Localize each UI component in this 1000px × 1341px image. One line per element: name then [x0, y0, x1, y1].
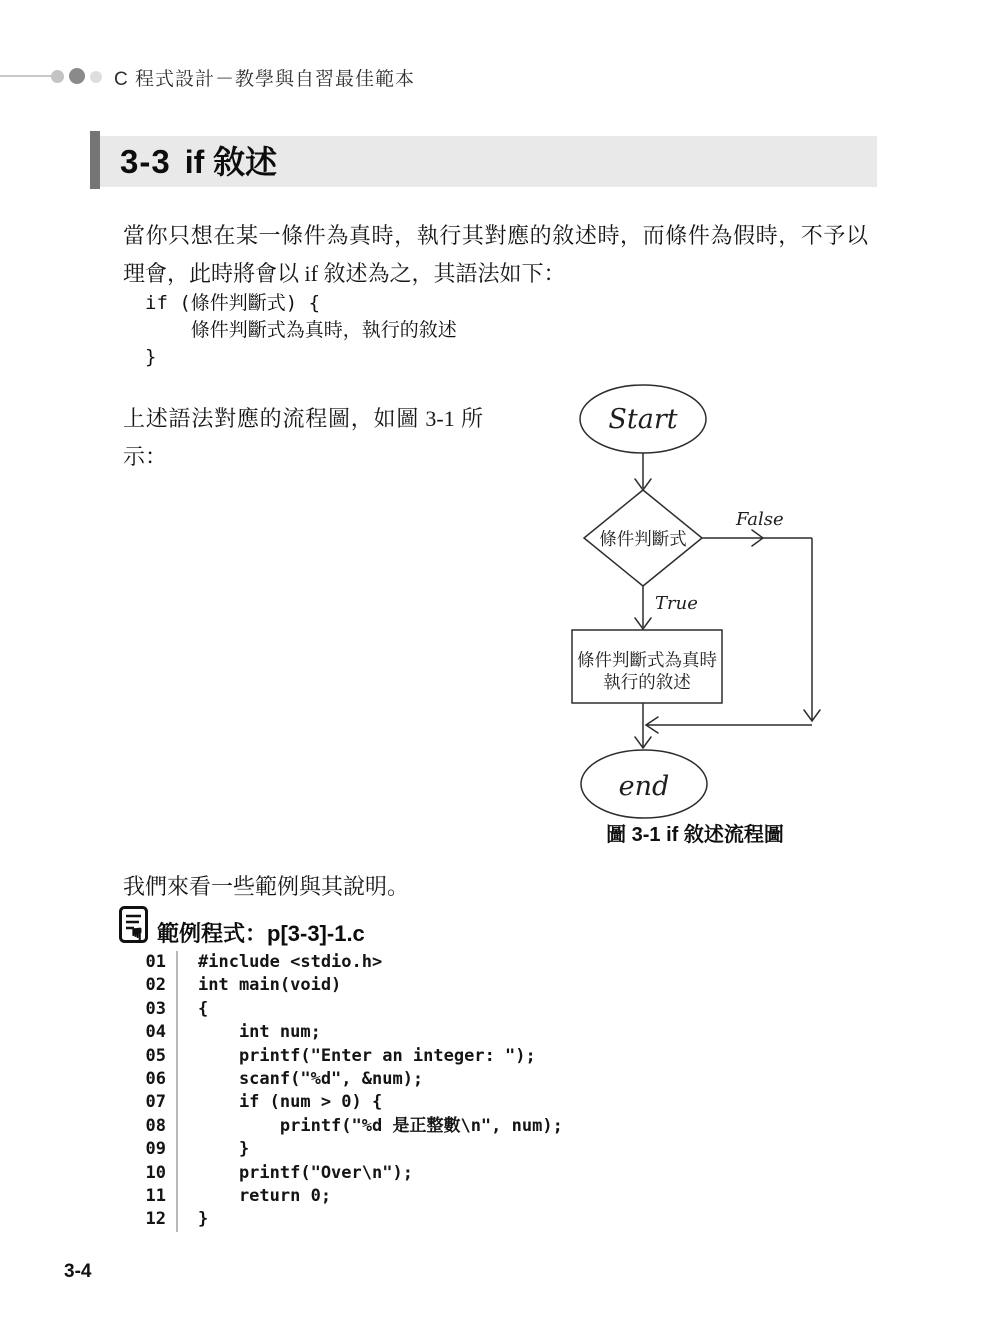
flowchart-end-label: end [618, 771, 670, 802]
code-line [130, 1162, 563, 1185]
code-line-number: 09 [130, 1138, 178, 1161]
code-line-number: 01 [130, 951, 178, 974]
example-program-icon [117, 905, 151, 951]
examples-intro-paragraph: 我們來看一些範例與其說明。 [123, 874, 410, 899]
syntax-line: 條件判斷式為真時，執行的敘述 [145, 319, 457, 341]
code-text: printf("Enter an integer: "); [198, 1045, 536, 1066]
code-text: if (num > 0) { [198, 1092, 383, 1113]
code-line-number: 11 [130, 1185, 178, 1208]
code-line [130, 1068, 563, 1091]
if-syntax-block [145, 290, 457, 371]
flowchart-decision-label: 條件判斷式 [599, 530, 687, 550]
code-line-number: 10 [130, 1162, 178, 1185]
code-line [130, 998, 563, 1021]
code-line [130, 951, 563, 974]
flowchart-start-label: Start [608, 404, 678, 435]
example-program-label: 範例程式：p[3-3]-1.c [157, 921, 365, 946]
code-line-number: 08 [130, 1115, 178, 1138]
code-text: } [198, 1139, 250, 1160]
code-line-number: 02 [130, 974, 178, 997]
figure-caption: 圖 3-1 if 敘述流程圖 [606, 824, 784, 846]
code-line [130, 1185, 563, 1208]
header-dot-icon [69, 68, 85, 84]
flowchart-process-label: 執行的敘述 [603, 673, 691, 693]
header-dot-icon [51, 70, 64, 83]
page-number: 3-4 [64, 1261, 92, 1282]
code-text: printf("Over\n"); [198, 1162, 413, 1183]
code-line [130, 1021, 563, 1044]
section-name: if 敘述 [184, 144, 278, 180]
section-heading-bar [90, 131, 100, 189]
code-line-number: 07 [130, 1091, 178, 1114]
code-line [130, 974, 563, 997]
section-number: 3-3 [120, 143, 171, 180]
flowchart-true-label: True [655, 593, 698, 614]
code-listing [130, 951, 563, 1232]
code-line-number: 04 [130, 1021, 178, 1044]
code-text: { [198, 998, 209, 1019]
code-line-number: 03 [130, 998, 178, 1021]
flowchart-process-label: 條件判斷式為真時 [577, 651, 717, 671]
code-line [130, 1091, 563, 1114]
syntax-line: if (條件判斷式) { [145, 292, 321, 314]
code-line [130, 1208, 563, 1231]
if-flowchart-figure [540, 378, 1000, 850]
code-text: int main(void) [198, 975, 342, 996]
code-line [130, 1115, 563, 1138]
header-dot-icon [90, 71, 102, 83]
code-text: #include <stdio.h> [198, 952, 383, 972]
header-rule [0, 75, 52, 77]
book-title: C 程式設計－教學與自習最佳範本 [114, 69, 416, 90]
code-text: printf("%d 是正整數\n", num); [198, 1115, 563, 1136]
code-line [130, 1138, 563, 1161]
code-line-number: 12 [130, 1208, 178, 1231]
code-line-number: 06 [130, 1068, 178, 1091]
pointing-hand-icon: ☛ [125, 926, 149, 944]
section-title [120, 142, 277, 182]
syntax-line: } [145, 346, 157, 368]
code-line [130, 1045, 563, 1068]
code-line-number: 05 [130, 1045, 178, 1068]
flowchart-intro-paragraph: 上述語法對應的流程圖，如圖 3-1 所示： [123, 406, 483, 469]
code-text: int num; [198, 1022, 321, 1043]
intro-paragraph: 當你只想在某一條件為真時，執行其對應的敘述時，而條件為假時，不予以理會，此時將會以 if 敘述為之，其語法如下： [123, 223, 868, 286]
code-text: return 0; [198, 1186, 332, 1207]
code-text: scanf("%d", &num); [198, 1069, 424, 1090]
flowchart-false-label: False [736, 509, 784, 530]
code-text: } [198, 1209, 209, 1230]
